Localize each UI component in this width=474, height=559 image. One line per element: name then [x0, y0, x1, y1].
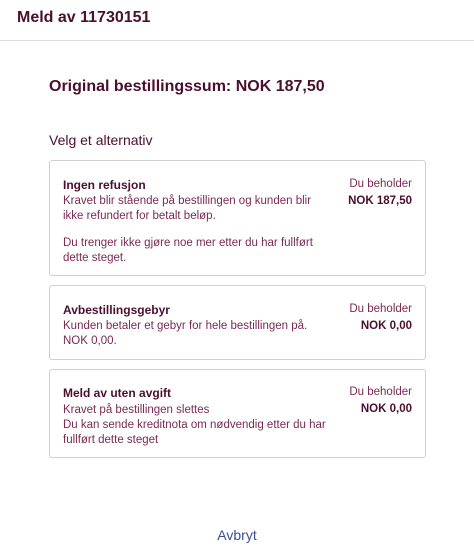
- you-keep-amount: NOK 0,00: [360, 403, 412, 415]
- you-keep-amount: NOK 187,50: [348, 195, 412, 207]
- you-keep-label: Du beholder: [349, 178, 412, 190]
- option-description: Kravet blir stående på bestillingen og kunden blir ikke refundert for betalt beløp.: [63, 195, 312, 222]
- option-no-refund[interactable]: [49, 160, 426, 276]
- cancel-button[interactable]: Avbryt: [217, 527, 257, 543]
- option-title: Ingen refusjon: [63, 178, 146, 192]
- page-title: Meld av 11730151: [17, 9, 151, 26]
- you-keep-label: Du beholder: [349, 303, 412, 315]
- option-note: Du kan sende kreditnota om nødvendig etter du har fullført dette steget: [63, 419, 326, 446]
- original-order-sum: Original bestillingssum: NOK 187,50: [49, 78, 325, 95]
- option-title: Avbestillingsgebyr: [63, 303, 170, 317]
- option-cancel-without-fee[interactable]: [49, 369, 426, 458]
- you-keep-label: Du beholder: [349, 386, 412, 398]
- option-cancellation-fee[interactable]: [49, 285, 426, 360]
- option-description: Kravet på bestillingen slettes: [63, 404, 210, 416]
- you-keep-amount: NOK 0,00: [360, 320, 412, 332]
- option-description: Kunden betaler et gebyr for hele bestillingen på. NOK 0,00.: [63, 320, 308, 347]
- header: [0, 0, 474, 41]
- choose-option-label: Velg et alternativ: [49, 132, 153, 148]
- option-note: Du trenger ikke gjøre noe mer etter du har fullført dette steget.: [63, 237, 313, 264]
- option-title: Meld av uten avgift: [63, 386, 172, 400]
